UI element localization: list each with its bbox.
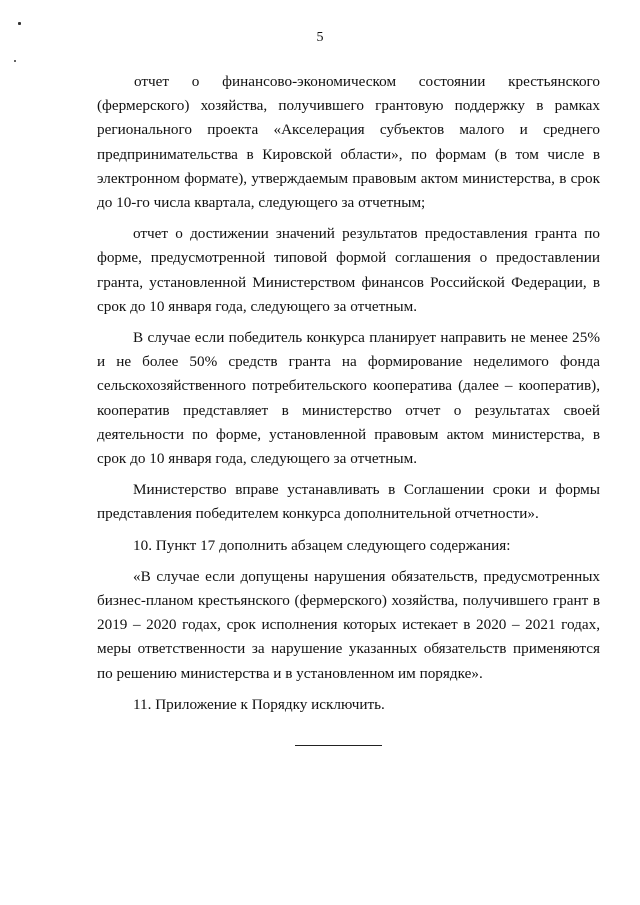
paragraph-additional-reporting: Министерство вправе устанавливать в Соглашении сроки и формы представления победителем конкурса дополнительной отчетности». (97, 481, 600, 523)
scan-speck (18, 22, 21, 25)
paragraph-results-report: отчет о достижении значений результатов предоставления гранта по форме, предусмотренной типовой формой соглашения о предоставлении гранта, установленной Министерством финансов Российской Федерации, в срок до 10 января года, следующего за отчетным. (97, 225, 600, 315)
page-number: 5 (316, 30, 324, 45)
paragraph-item-10: 10. Пункт 17 дополнить абзацем следующего содержания: (133, 536, 511, 554)
paragraph-quoted-addition: «В случае если допущены нарушения обязательств, предусмотренных бизнес-планом крестьянского (фермерского) хозяйства, получившего грант в 2019 – 2020 годах, срок исполнения которых истекает в 2020 – 2021 годах, меры ответственности за нарушение указанных обязательств применяются по решению министерства и в установленном им порядке». (97, 567, 600, 682)
paragraph-cooperative: В случае если победитель конкурса планирует направить не менее 25% и не более 50% средств гранта на формирование неделимого фонда сельскохозяйственного потребительского кооператива (далее – кооператив), кооператив представляет в министерство отчет о результатах своей деятельности по форме, установленной правовым актом министерства, в срок до 10 января года, следующего за отчетным. (97, 329, 600, 468)
closing-divider (295, 745, 382, 746)
document-body (97, 70, 600, 724)
scan-speck (14, 60, 16, 62)
paragraph-financial-report: отчет о финансово-экономическом состоянии крестьянского (фермерского) хозяйства, получившего грантовую поддержку в рамках регионального проекта «Акселерация субъектов малого и среднего предпринимательства в Кировской области», по формам (в том числе в электронном формате), утверждаемым правовым актом министерства, в срок до 10-го числа квартала, следующего за отчетным; (97, 73, 600, 212)
paragraph-item-11: 11. Приложение к Порядку исключить. (133, 695, 385, 713)
